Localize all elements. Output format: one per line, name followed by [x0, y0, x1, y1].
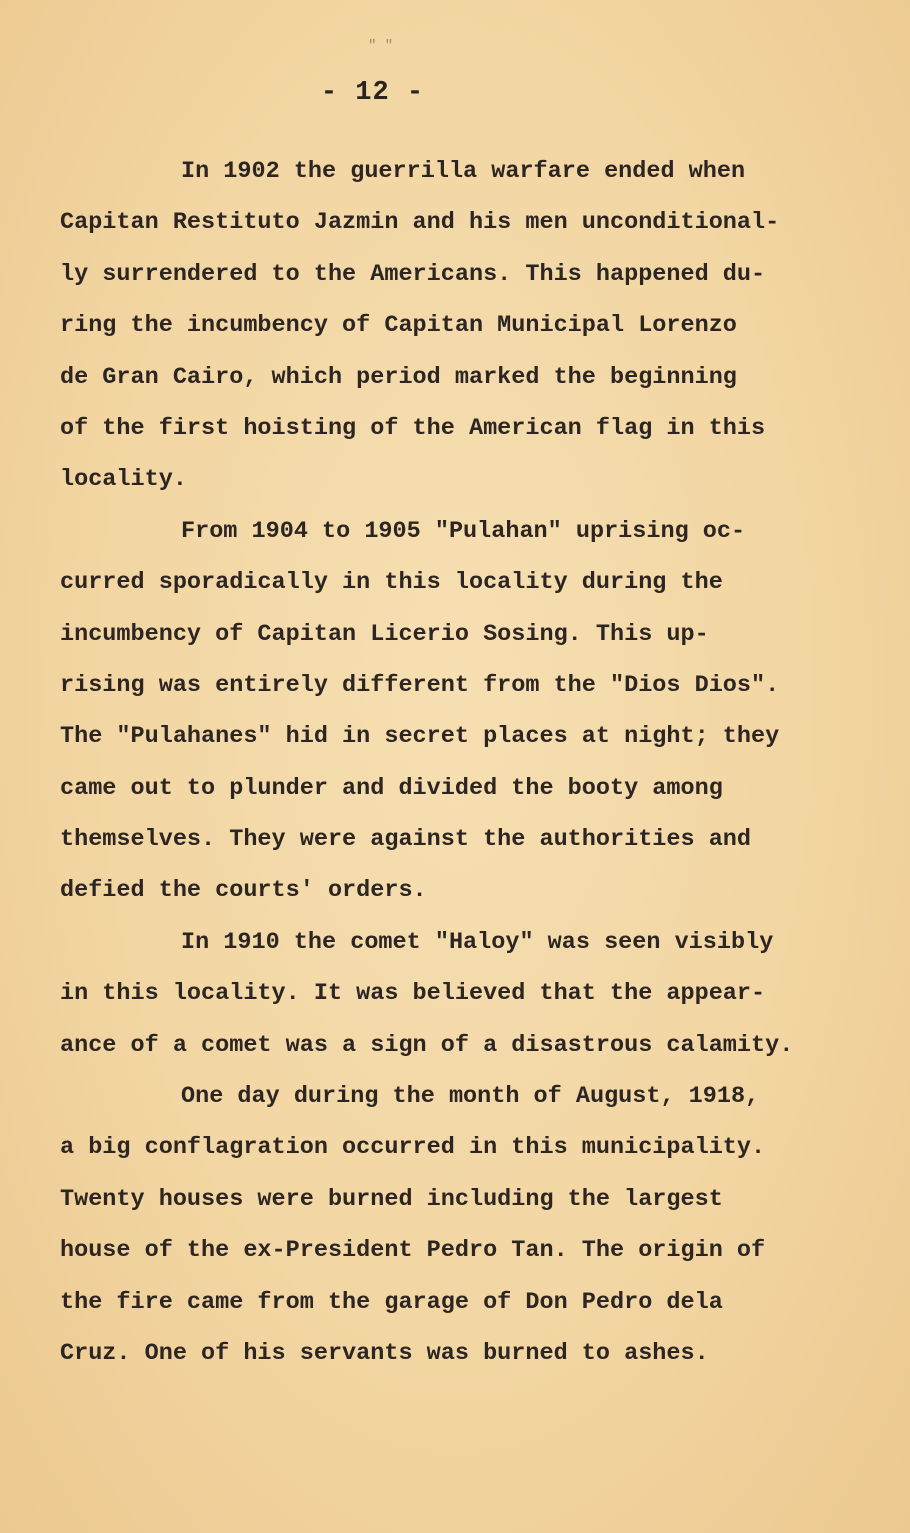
text-line: Twenty houses were burned including the largest	[60, 1185, 723, 1213]
text-line: came out to plunder and divided the booty among	[60, 774, 723, 802]
page-number: - 12 -	[320, 78, 425, 108]
text-line: rising was entirely different from the "Dios Dios".	[60, 671, 780, 699]
text-line: In 1902 the guerrilla warfare ended when	[181, 158, 746, 185]
text-line: themselves. They were against the authorities and	[60, 826, 752, 854]
text-line: of the first hoisting of the American flag in this	[60, 414, 766, 442]
stray-pencil-mark: " "	[368, 38, 394, 54]
text-line: The "Pulahanes" hid in secret places at night; they	[60, 723, 780, 751]
text-line: One day during the month of August, 1918,	[181, 1083, 760, 1111]
body-text	[60, 146, 850, 1379]
text-line: Capitan Restituto Jazmin and his men unconditional-	[60, 209, 780, 237]
text-line: In 1910 the comet "Haloy" was seen visibly	[181, 928, 774, 956]
text-line: locality.	[60, 466, 187, 494]
text-line: the fire came from the garage of Don Pedro dela	[60, 1288, 723, 1316]
text-line: incumbency of Capitan Licerio Sosing. This up-	[60, 620, 709, 648]
text-line: ring the incumbency of Capitan Municipal Lorenzo	[60, 312, 737, 340]
text-line: Cruz. One of his servants was burned to ashes.	[60, 1339, 709, 1367]
text-line: a big conflagration occurred in this municipality.	[60, 1134, 766, 1162]
text-line: house of the ex-President Pedro Tan. The origin of	[60, 1237, 766, 1265]
text-line: ance of a comet was a sign of a disastrous calamity.	[60, 1031, 794, 1059]
text-line: From 1904 to 1905 "Pulahan" uprising oc-	[181, 517, 746, 545]
text-line: curred sporadically in this locality during the	[60, 569, 723, 597]
text-line: in this locality. It was believed that the appear-	[60, 980, 766, 1008]
text-line: ly surrendered to the Americans. This happened du-	[60, 260, 766, 288]
text-line: defied the courts' orders.	[60, 877, 427, 905]
text-line: de Gran Cairo, which period marked the beginning	[60, 363, 737, 391]
